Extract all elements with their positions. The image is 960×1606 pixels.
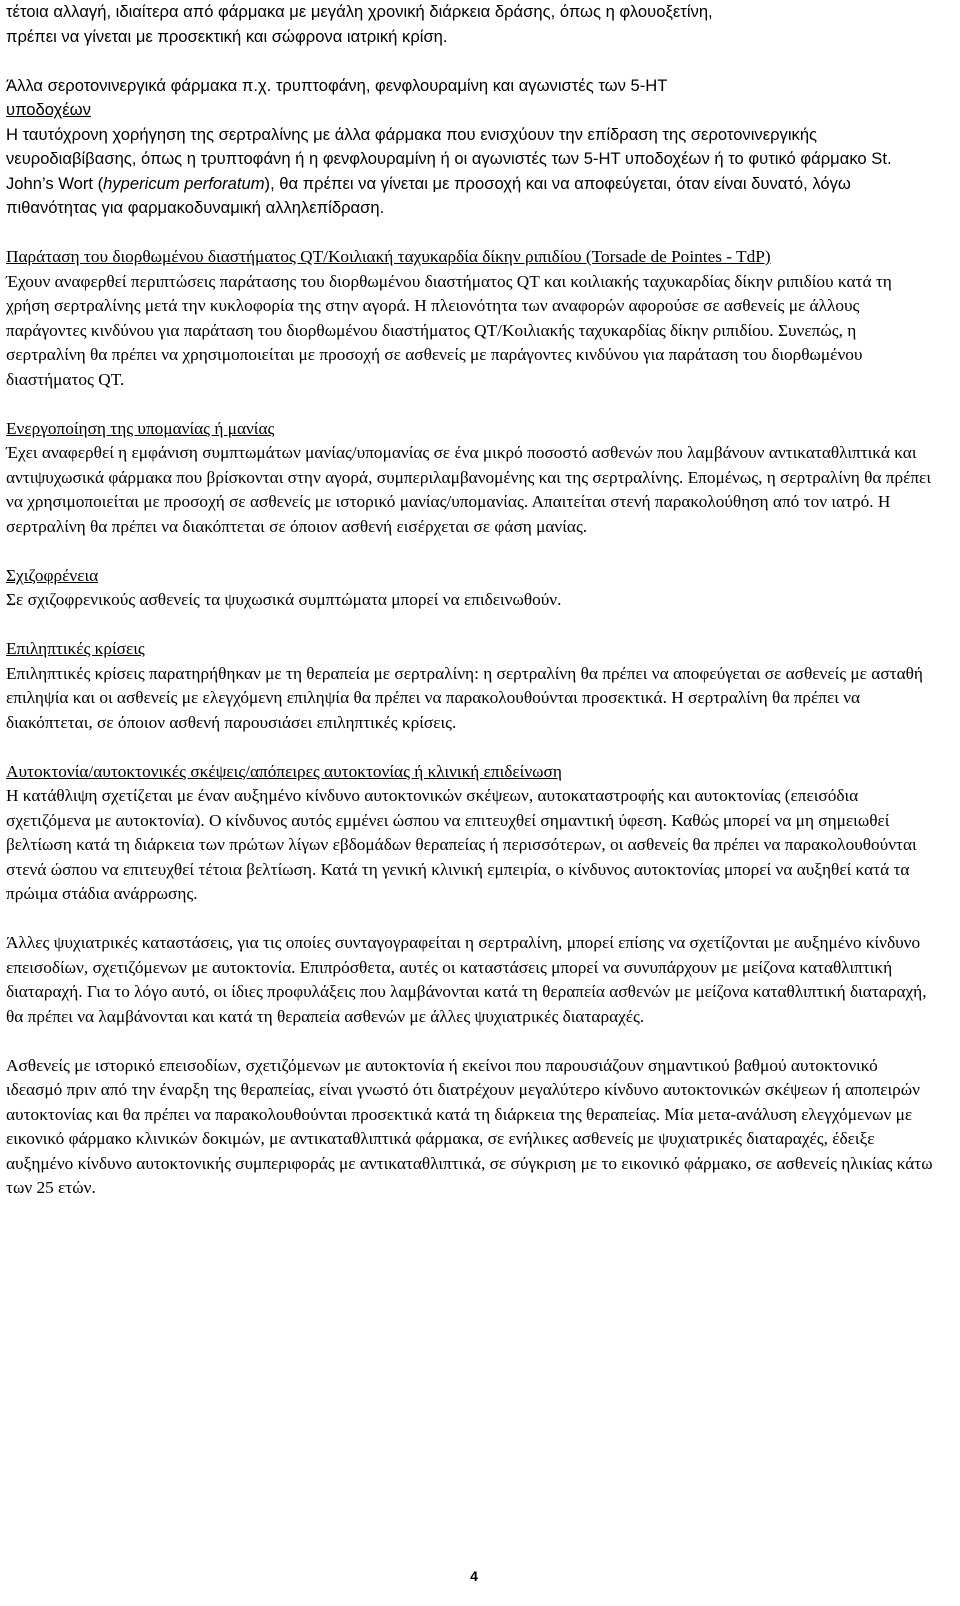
- section-serotonergic: [6, 74, 934, 221]
- section-body: Η κατάθλιψη σχετίζεται με έναν αυξημένο κίνδυνο αυτοκτονικών σκέψεων, αυτοκαταστροφής και αυτοκτονίας (επεισόδια σχετιζόμενα με αυτοκτονία). Ο κίνδυνος αυτός εμμένει ώσπου να επιτευχθεί σημαντική ύφεση. Καθώς μπορεί να μη σημειωθεί βελτίωση κατά τη διάρκεια των πρώτων λίγων εβδομάδων θεραπείας ή περισσότερων, οι ασθενείς θα πρέπει να παρακολουθούνται στενά ώσπου να επιτευχθεί τέτοια βελτίωση. Κατά τη γενική κλινική εμπειρία, ο κίνδυνος αυτοκτονίας μπορεί να αυξηθεί κατά τα πρώιμα στάδια ανάρρωσης.: [6, 786, 917, 903]
- section-heading: Επιληπτικές κρίσεις: [6, 639, 145, 658]
- section-schizophrenia: [6, 564, 934, 613]
- paragraph-history: Ασθενείς με ιστορικό επεισοδίων, σχετιζόμενων με αυτοκτονία ή εκείνοι που παρουσιάζουν σημαντικού βαθμού αυτοκτονικό ιδεασμό πριν από την έναρξη της θεραπείας, είναι γνωστό ότι διατρέχουν μεγαλύτερο κίνδυνο αυτοκτονικών σκέψεων ή αποπειρών αυτοκτονίας και θα πρέπει να παρακολουθούνται προσεκτικά κατά τη διάρκεια της θεραπείας. Μία μετα-ανάλυση ελεγχόμενων με εικονικό φάρμακο κλινικών δοκιμών, με αντικαταθλιπτικά φάρμακα, σε ενήλικες ασθενείς με ψυχιατρικές διαταραχές, έδειξε αυξημένο κίνδυνο αυτοκτονικής συμπεριφοράς με αντικαταθλιπτικά, σε σύγκριση με το εικονικό φάρμακο, σε ασθενείς ηλικίας κάτω των 25 ετών.: [6, 1055, 933, 1197]
- section-heading: Παράταση του διορθωμένου διαστήματος QT/Κοιλιακή ταχυκαρδία δίκην ριπιδίου (Torsade de Pointes - TdP): [6, 247, 771, 266]
- intro-line-2: πρέπει να γίνεται με προσεκτική και σώφρονα ιατρική κρίση.: [6, 26, 448, 46]
- section-heading: Σχιζοφρένεια: [6, 565, 99, 585]
- section-body: Σε σχιζοφρενικούς ασθενείς τα ψυχωσικά συμπτώματα μπορεί να επιδεινωθούν.: [6, 590, 562, 609]
- intro-line-1: τέτοια αλλαγή, ιδιαίτερα από φάρμακα με μεγάλη χρονική διάρκεια δράσης, όπως η φλουοξετίνη,: [6, 2, 713, 21]
- paragraph-other-conditions: Άλλες ψυχιατρικές καταστάσεις, για τις οποίες συνταγογραφείται η σερτραλίνη, μπορεί επίσης να σχετίζονται με αυξημένο κίνδυνο επεισοδίων, σχετιζόμενων με αυτοκτονία. Επιπρόσθετα, αυτές οι καταστάσεις μπορεί να συνυπάρχουν με μείζονα καταθλιπτική διαταραχή. Για το λόγο αυτό, οι ίδιες προφυλάξεις που λαμβάνονται κατά τη θεραπεία ασθενών με μείζονα καταθλιπτική διαταραχή, θα πρέπει να λαμβάνονται και κατά τη θεραπεία ασθενών με άλλες ψυχιατρικές διαταραχές.: [6, 933, 927, 1026]
- section-heading: υποδοχέων: [6, 100, 91, 119]
- body-text-b: ), θα πρέπει να γίνεται με προσοχή και να αποφεύγεται, όταν είναι δυνατό, λόγω πιθανότητας για φαρμακοδυναμική αλληλεπίδραση.: [6, 173, 851, 217]
- section-body: [6, 123, 934, 221]
- section-heading: Ενεργοποίηση της υπομανίας ή μανίας: [6, 418, 275, 438]
- intro-paragraph: [6, 0, 934, 49]
- section-body: Επιληπτικές κρίσεις παρατηρήθηκαν με τη θεραπεία με σερτραλίνη: η σερτραλίνη θα πρέπει να αποφεύγεται σε ασθενείς με ασταθή επιληψία και οι ασθενείς με ελεγχόμενη επιληψία θα πρέπει να παρακολουθούνται προσεκτικά. Η σερτραλίνη θα πρέπει να διακόπτεται, σε όποιον ασθενή παρουσιάσει επιληπτικές κρίσεις.: [6, 663, 923, 732]
- section-suicide: [6, 760, 934, 907]
- section-heading: Αυτοκτονία/αυτοκτονικές σκέψεις/απόπειρες αυτοκτονίας ή κλινική επιδείνωση: [6, 761, 562, 781]
- section-heading-pre: Άλλα σεροτονινεργικά φάρμακα π.χ. τρυπτοφάνη, φενφλουραμίνη και αγωνιστές των 5-HT: [6, 75, 668, 95]
- section-mania: [6, 417, 934, 540]
- section-seizures: [6, 637, 934, 735]
- latin-name: hypericum perforatum: [103, 173, 265, 193]
- section-body: Έχει αναφερθεί η εμφάνιση συμπτωμάτων μανίας/υπομανίας σε ένα μικρό ποσοστό ασθενών που λαμβάνουν αντικαταθλιπτικά και αντιψυχωσικά φάρμακα που βρίσκονται στην αγορά, συμπεριλαμβανομένης και της σερτραλίνης. Επομένως, η σερτραλίνη θα πρέπει να χρησιμοποιείται με προσοχή σε ασθενείς με ιστορικό μανίας/υπομανίας. Απαιτείται στενή παρακολούθηση από τον ιατρό. Η σερτραλίνη θα πρέπει να διακόπτεται σε όποιον ασθενή εισέρχεται σε φάση μανίας.: [6, 443, 931, 536]
- section-qt: [6, 245, 934, 392]
- document-page: [6, 0, 934, 1201]
- page-number: 4: [470, 1568, 478, 1584]
- section-body: Έχουν αναφερθεί περιπτώσεις παράτασης του διορθωμένου διαστήματος QT και κοιλιακής ταχυκαρδίας δίκην ριπιδίου κατά τη χρήση σερτραλίνης μετά την κυκλοφορία της στην αγορά. Η πλειονότητα των αναφορών αφορούσε σε ασθενείς με άλλους παράγοντες κινδύνου για παράταση του διορθωμένου διαστήματος QT/Κοιλιακής ταχυκαρδίας δίκην ριπιδίου. Συνεπώς, η σερτραλίνη θα πρέπει να χρησιμοποιείται με προσοχή σε ασθενείς με παράγοντες κινδύνου για παράταση του διορθωμένου διαστήματος QT.: [6, 271, 892, 389]
- body-text-a: Η ταυτόχρονη χορήγηση της σερτραλίνης με άλλα φάρμακα που ενισχύουν την επίδραση της σεροτονινεργικής νευροδιαβίβασης, όπως η τρυπτοφάνη ή η φενφλουραμίνη ή οι αγωνιστές των 5-HT υποδοχέων ή το φυτικό φάρμακο St. John’s Wort (: [6, 124, 892, 193]
